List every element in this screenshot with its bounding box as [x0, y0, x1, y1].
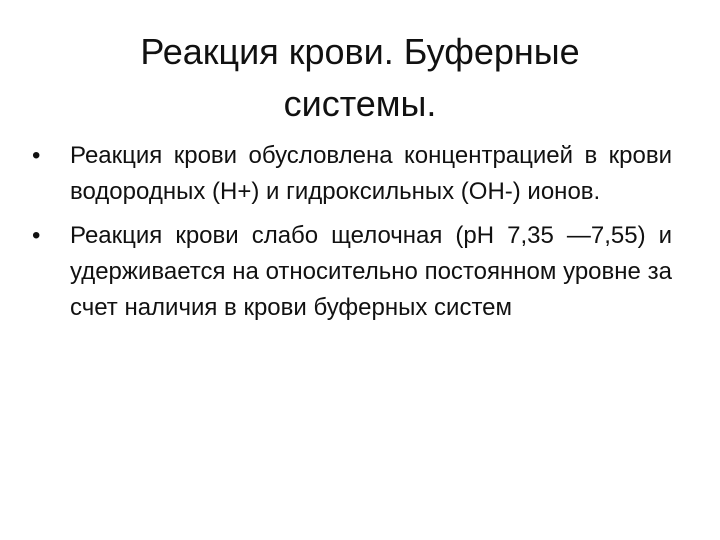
bullet-text: Реакция крови обусловлена концентрацией в крови водородных (Н+) и гидроксильных (ОН-) ионов.: [70, 142, 672, 205]
bullet-icon: •: [32, 142, 41, 169]
list-item: [32, 218, 672, 326]
bullet-text: Реакция крови слабо щелочная (рН 7,35 —7,55) и удерживается на относительно постоянном уровне за счет наличия в крови буферных систем: [70, 222, 672, 321]
bullet-icon: •: [32, 222, 41, 249]
list-item: [32, 138, 672, 210]
bullet-list: [32, 138, 672, 334]
slide-title: Реакция крови. Буферные системы.: [140, 31, 580, 124]
